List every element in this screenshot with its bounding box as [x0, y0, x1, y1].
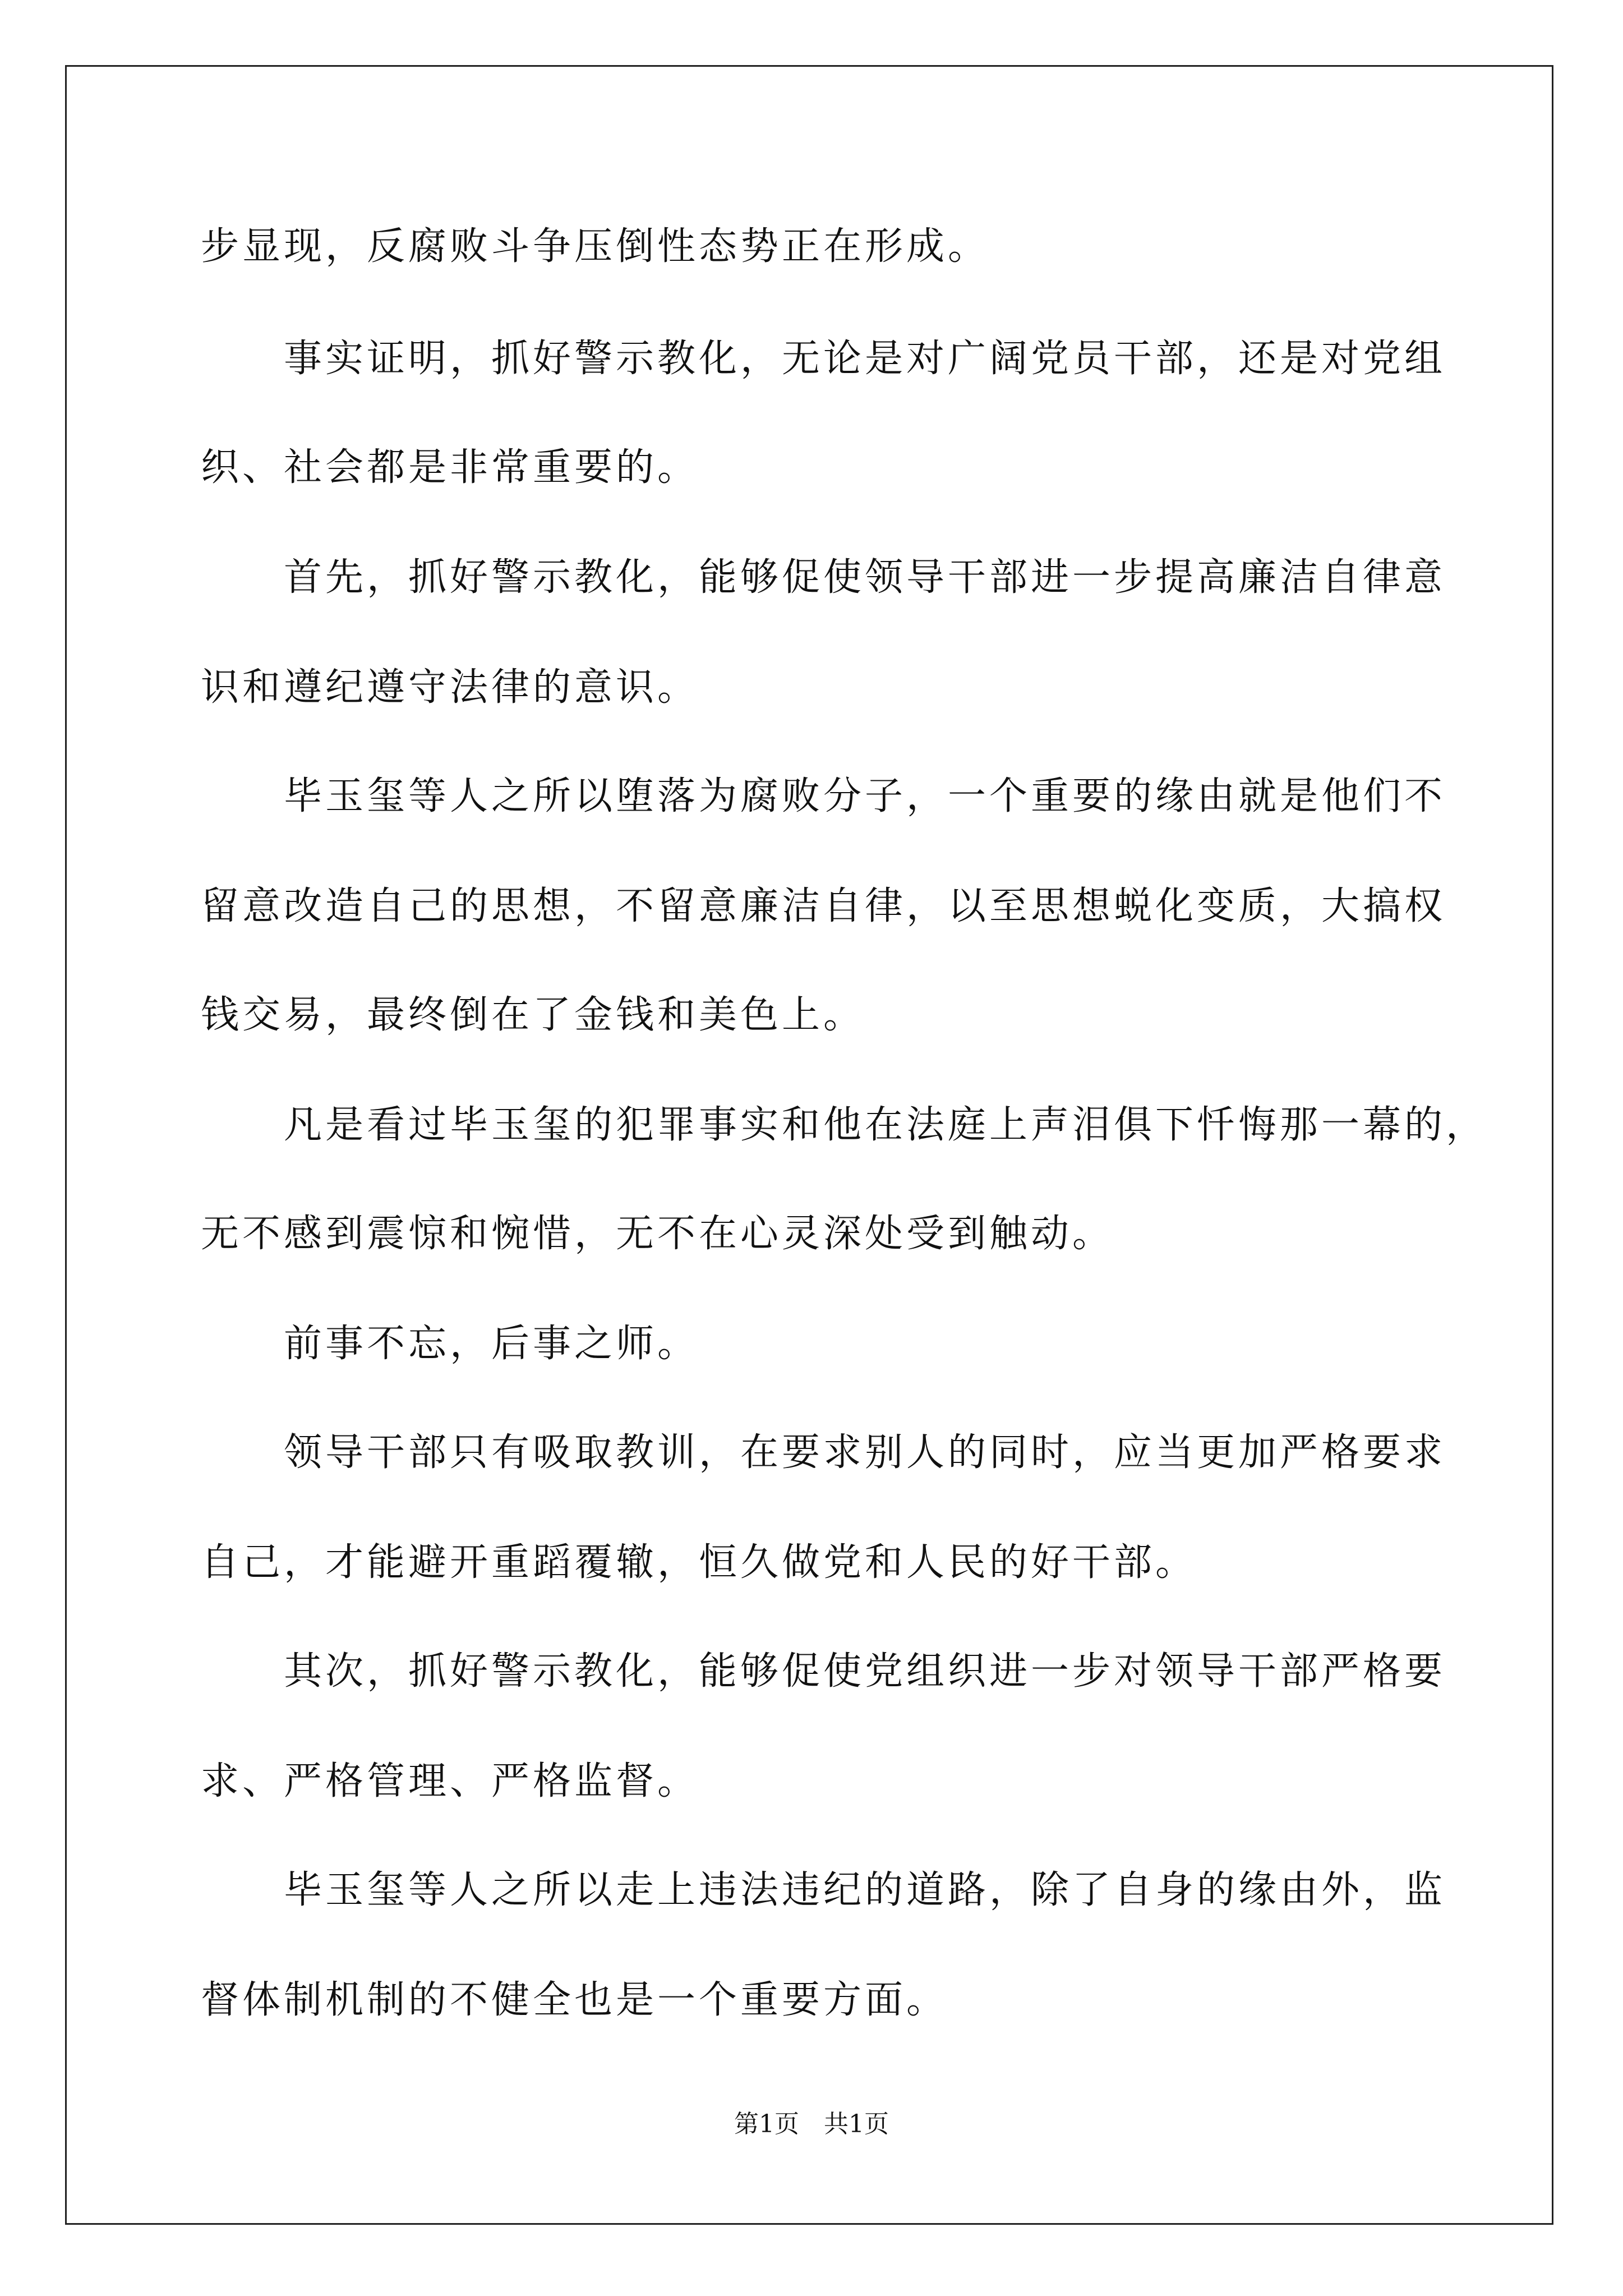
- text-line-13: 自己，才能避开重蹈覆辙，恒久做党和人民的好干部。: [201, 1540, 1197, 1585]
- text-line-9: 凡是看过毕玉玺的犯罪事实和他在法庭上声泪俱下忏悔那一幕的，: [201, 1103, 1488, 1147]
- text-line-11: 前事不忘，后事之师。: [201, 1322, 699, 1366]
- text-line-5: 识和遵纪遵守法律的意识。: [201, 665, 699, 710]
- text-line-6: 毕玉玺等人之所以堕落为腐败分子，一个重要的缘由就是他们不: [201, 774, 1446, 818]
- text-line-17: 督体制机制的不健全也是一个重要方面。: [201, 1978, 948, 2022]
- text-line-10: 无不感到震惊和惋惜，无不在心灵深处受到触动。: [201, 1212, 1114, 1256]
- text-line-12: 领导干部只有吸取教训，在要求别人的同时，应当更加严格要求: [201, 1430, 1446, 1475]
- text-line-8: 钱交易，最终倒在了金钱和美色上。: [201, 993, 865, 1037]
- text-line-1: 步显现，反腐败斗争压倒性态势正在形成。: [201, 224, 990, 269]
- text-line-15: 求、严格管理、严格监督。: [201, 1759, 699, 1803]
- text-line-4: 首先，抓好警示教化，能够促使领导干部进一步提高廉洁自律意: [201, 555, 1446, 600]
- text-line-7: 留意改造自己的思想，不留意廉洁自律，以至思想蜕化变质，大搞权: [201, 884, 1446, 928]
- text-line-16: 毕玉玺等人之所以走上违法违纪的道路，除了自身的缘由外，监: [201, 1868, 1446, 1912]
- text-line-2: 事实证明，抓好警示教化，无论是对广阔党员干部，还是对党组: [201, 337, 1446, 381]
- page-footer: 第1页 共1页: [734, 2110, 889, 2138]
- text-line-3: 织、社会都是非常重要的。: [201, 445, 699, 490]
- text-line-14: 其次，抓好警示教化，能够促使党组织进一步对领导干部严格要: [201, 1649, 1446, 1694]
